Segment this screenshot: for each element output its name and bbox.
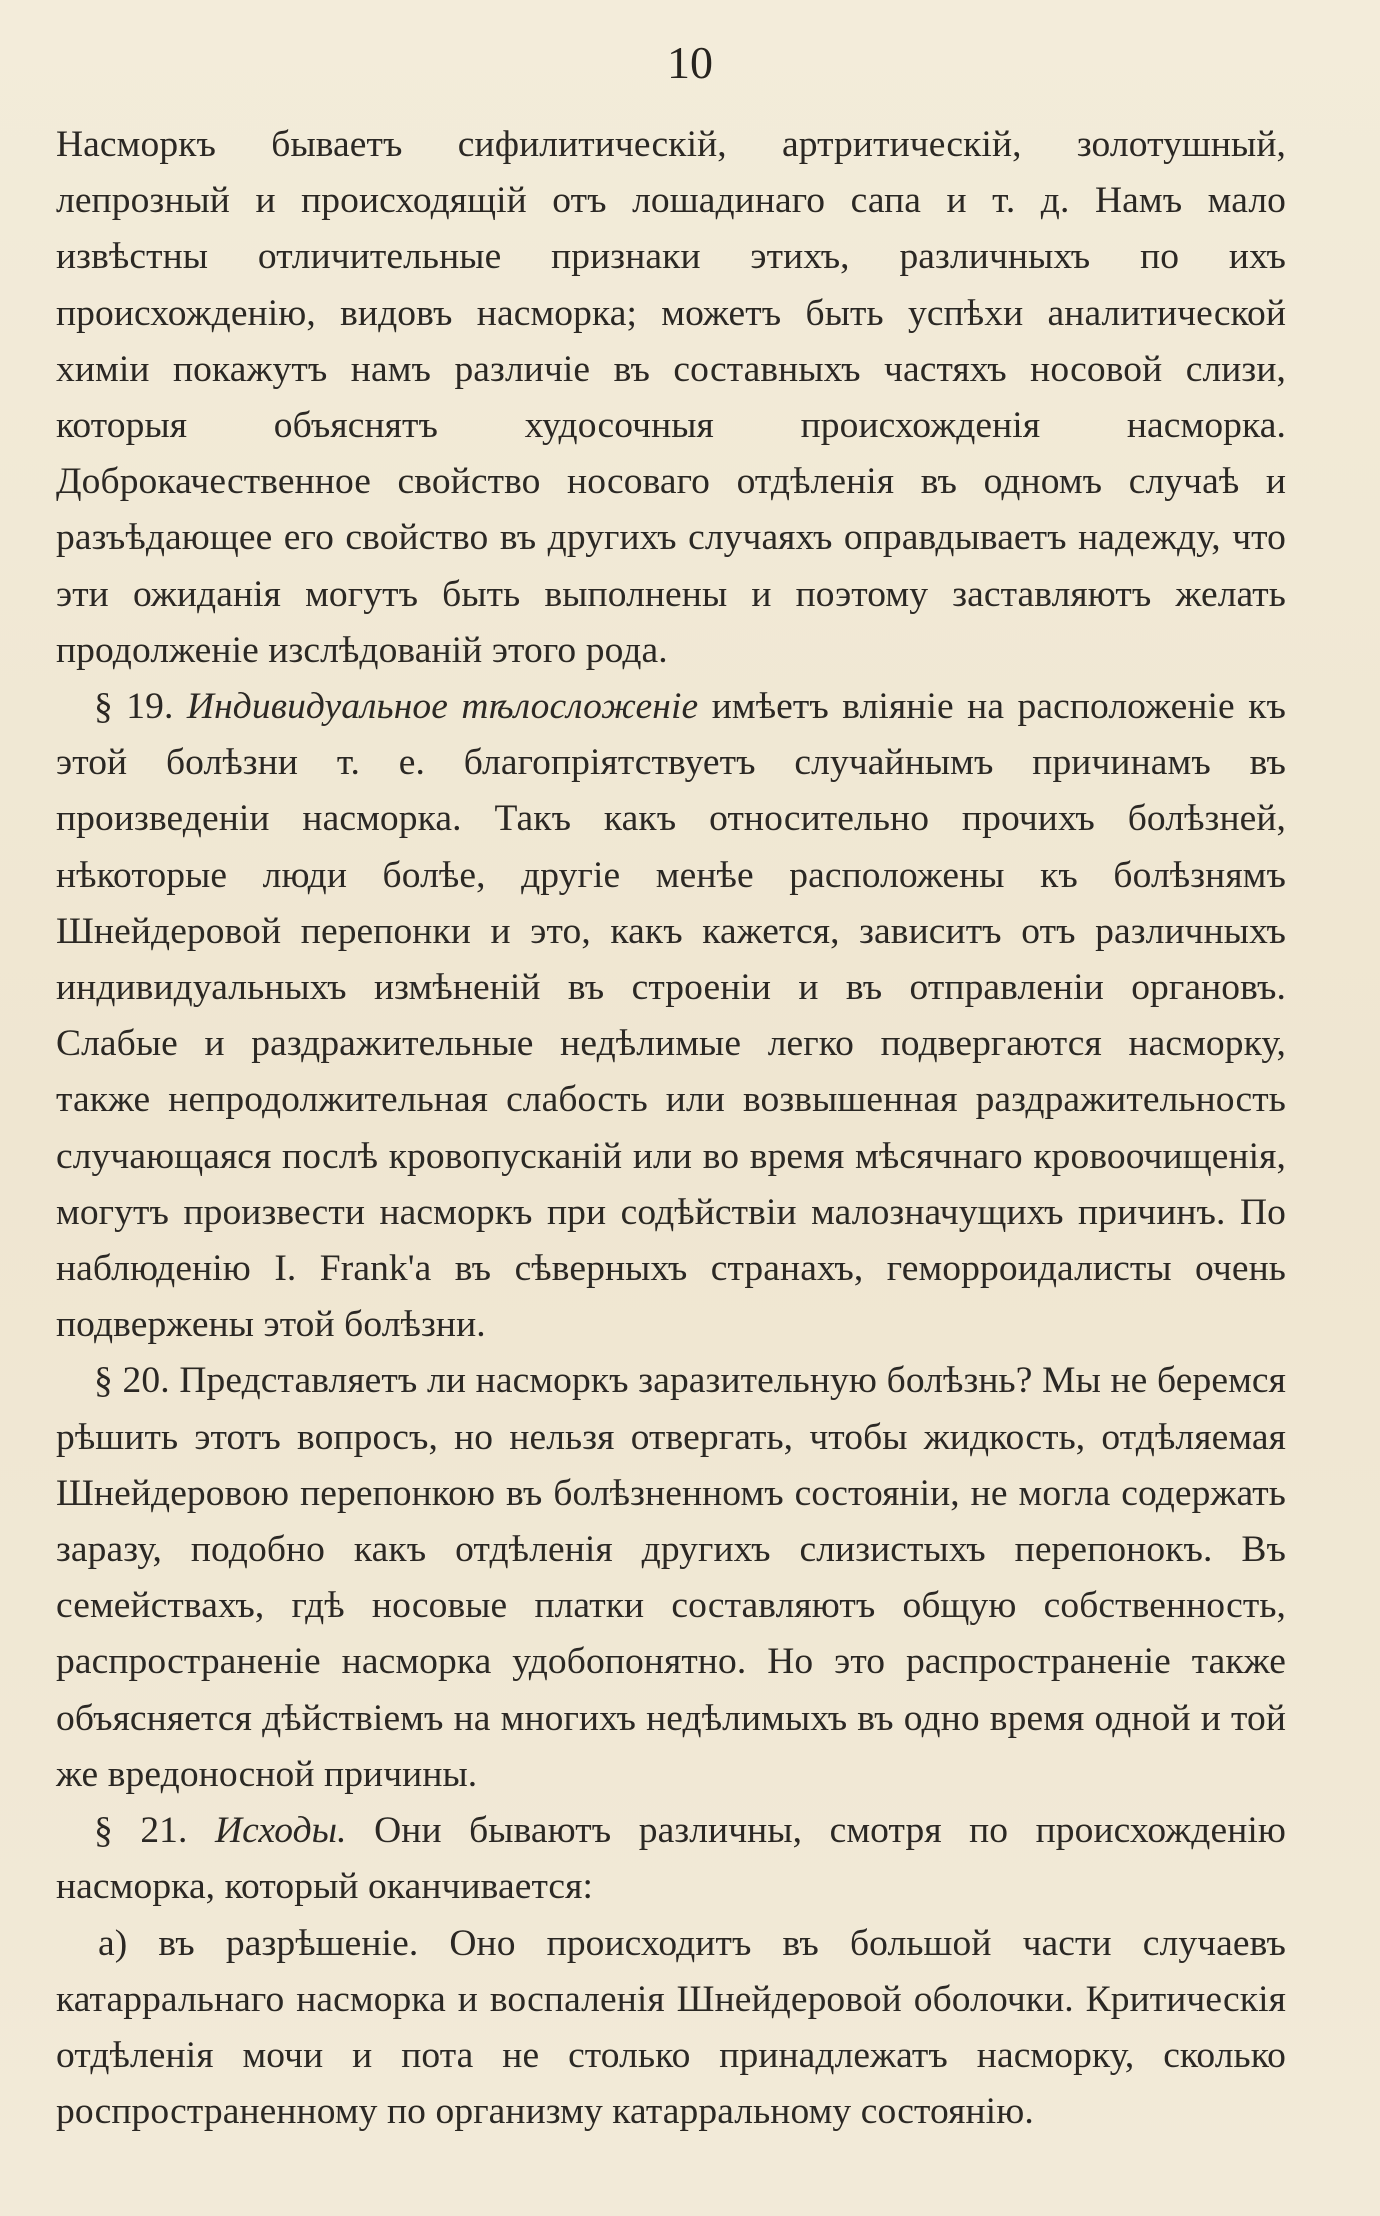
section-number: § 19. (94, 686, 174, 728)
section-heading: Исходы. (215, 1810, 347, 1852)
paragraph-section-19 (56, 679, 1286, 1353)
section-heading: Индивидуальное тѣлосложеніе (186, 686, 699, 728)
section-number: § 21. (94, 1810, 188, 1852)
section-body: имѣетъ вліяніе на расположеніе къ этой болѣзни т. е. благопріятствуетъ случайнымъ причинамъ въ произведеніи насморка. Такъ какъ относительно прочихъ болѣзней, нѣкоторые люди болѣе, другіе менѣе расположены къ болѣзнямъ Шнейдеровой перепонки и это, какъ кажется, зависитъ отъ различныхъ индивидуальныхъ измѣненій въ строеніи и въ отправленіи органовъ. Слабые и раздражительные недѣлимые легко подвергаются насморку, также непродолжительная слабость или возвышенная раздражительность случающаяся послѣ кровопусканій или во время мѣсячнаго кровоочищенія, могутъ произвести насморкъ при содѣйствіи малозначущихъ причинъ. По наблюденію I. Frank'а въ сѣверныхъ странахъ, геморроидалисты очень подвержены этой болѣзни. (56, 686, 1287, 1346)
paragraph-outcome-a: а) въ разрѣшеніе. Оно происходитъ въ большой части случаевъ катарральнаго насморка и воспаленія Шнейдеровой оболочки. Критическія отдѣленія мочи и пота не столько принадлежатъ насморку, сколько роспространенному по организму катарральному состоянію. (56, 1922, 1286, 2133)
paragraph-section-20 (56, 1353, 1286, 1803)
page-body-text (56, 117, 1286, 2140)
section-number: § 20. (94, 1360, 170, 1402)
section-body: Представляетъ ли насморкъ заразительную болѣзнь? Мы не беремся рѣшить этотъ вопросъ, но нельзя отвергать, чтобы жидкость, отдѣляемая Шнейдеровою перепонкою въ болѣзненномъ состояніи, не могла содержать заразу, подобно какъ отдѣленія другихъ слизистыхъ перепонокъ. Въ семействахъ, гдѣ носовые платки составляютъ общую собственность, распространеніе насморка удобопонятно. Но это распространеніе также объясняется дѣйствіемъ на многихъ недѣлимыхъ въ одно время одной и той же вредоносной причины. (56, 1360, 1287, 1795)
paragraph-syphilitic-varieties: Насморкъ бываетъ сифилитическій, артритическій, золотушный, лепрозный и происходящій отъ лошадинаго сапа и т. д. Намъ мало извѣстны отличительные признаки этихъ, различныхъ по ихъ происхожденію, видовъ насморка; можетъ быть успѣхи аналитической химіи покажутъ намъ различіе въ составныхъ частяхъ носовой слизи, которыя объяснятъ худосочныя происхожденія насморка. Доброкачественное свойство носоваго отдѣленія въ одномъ случаѣ и разъѣдающее его свойство въ другихъ случаяхъ оправдываетъ надежду, что эти ожиданія могутъ быть выполнены и поэтому заставляютъ желать продолженіе изслѣдованій этого рода. (56, 124, 1286, 671)
paragraph-section-21 (56, 1803, 1286, 1915)
page-number: 10 (667, 37, 713, 88)
section-body: Они бываютъ различны, смотря по происхожденію насморка, который оканчивается: (56, 1810, 1286, 1908)
